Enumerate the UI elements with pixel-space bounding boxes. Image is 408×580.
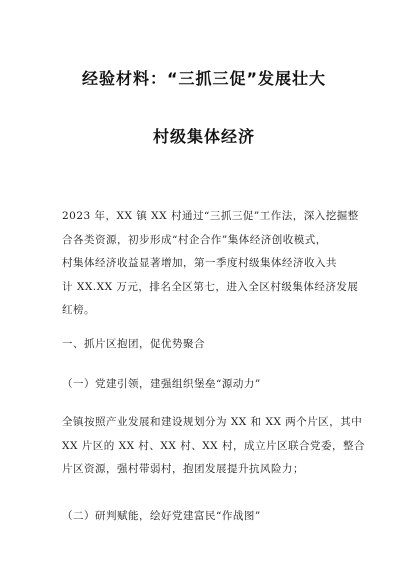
body-line: XX 片区的 XX 村、XX 村、XX 村，成立片区联合党委，整合 — [62, 439, 365, 452]
document-title-line-2: 村级集体经济 — [152, 127, 255, 146]
section-1-heading: 一、抓片区抱团，促优势聚合 — [62, 338, 205, 350]
intro-line: 红榜。 — [62, 304, 95, 316]
intro-line: 计 XX.XX 万元，排名全区第七，进入全区村级集体经济发展 — [62, 280, 359, 293]
body-line: 片区资源，强村带弱村，抱团发展提升抗风险力； — [62, 463, 304, 475]
subsection-2-heading: （二）研判赋能，绘好党建富民“作战图” — [62, 510, 261, 522]
body-line: 全镇按照产业发展和建设规划分为 XX 和 XX 两个片区，其中 — [62, 416, 363, 428]
intro-line: 合各类资源，初步形成“村企合作”集体经济创收模式， — [62, 233, 327, 246]
intro-line: 2023 年，XX 镇 XX 村通过“三抓三促”工作法，深入挖掘整 — [62, 210, 359, 222]
document-title-line-1: 经验材料：“三抓三促”发展壮大 — [81, 69, 327, 88]
intro-paragraph — [62, 205, 362, 323]
subsection-1-body — [62, 411, 365, 482]
subsection-1-heading: （一）党建引领，建强组织堡垒“源动力” — [62, 378, 261, 390]
intro-line: 村集体经济收益显著增加，第一季度村级集体经济收入共 — [62, 257, 337, 269]
